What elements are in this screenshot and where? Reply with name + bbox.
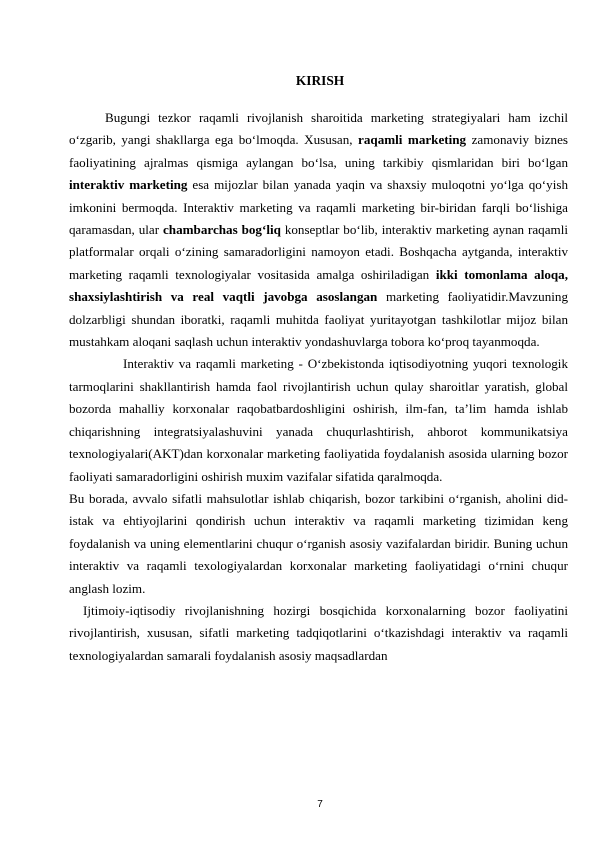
text-run: Bugungi tezkor raqamli rivojlanish sharoitida marketing strategiyalari ham izchil o‘zgarib, yangi shakllarga ega bo‘lmoqda. Xususan, — [69, 110, 568, 148]
text-run: marketing faoliyatidir.Mavzuning dolzarbligi shundan iboratki, raqamli muhitda faoliyat yuritayotgan tashkilotlar mijoz bilan mustahkam aloqani saqlash uchun interaktiv yondashuvlarga tobora ko‘proq tayanmoqda. — [69, 289, 568, 350]
bold-term: raqamli marketing — [358, 132, 467, 148]
bold-term: ikki tomonlama aloqa, shaxsiylashtirish va real vaqtli javobga asoslangan — [69, 266, 568, 305]
paragraph-tasks — [69, 488, 568, 600]
bold-term: interaktiv marketing — [69, 177, 188, 193]
text-run: zamonaviy biznes faoliyatining ajralmas qismiga aylangan bo‘lsa, uning tarkibiy qismlaridan biri bo‘lgan — [69, 132, 568, 170]
text-run: Ijtimoiy-iqtisodiy rivojlanishning hozirgi bosqichida korxonalarning bozor faoliyatini rivojlantirish, xususan, sifatli marketing tadqiqotlarini o‘tkazishdagi interaktiv va raqamli texnologiyalardan samarali foydalanish asosiy maqsadlardan — [69, 602, 568, 663]
paragraph-intro — [69, 107, 568, 353]
text-run: esa mijozlar bilan yanada yaqin va shaxsiy muloqotni yo‘lga qo‘yish imkonini bermoqda. Interaktiv marketing va raqamli marketing bir-biridan farqli bo‘lishiga qaramasdan, ular — [69, 177, 568, 238]
text-run: Bu borada, avvalo sifatli mahsulotlar ishlab chiqarish, bozor tarkibini o‘rganish, aholini did-istak va ehtiyojlarini qondirish uchun interaktiv va raqamli marketing tizimidan keng foydalanish va uning elementlarini chuqur o‘rganish asosiy vazifalardan biridir. Buning uchun interaktiv va raqamli texologiyalardan korxonalar marketing faoliyatidagi o‘rnini chuqur anglash lozim. — [69, 490, 568, 596]
paragraph-relevance — [69, 353, 568, 487]
text-run: konseptlar bo‘lib, interaktiv marketing aynan raqamli platformalar orqali o‘zining samaradorligini namoyon etadi. Boshqacha aytganda, interaktiv marketing raqamli texnologiyalar vositasida amalga oshiriladigan — [69, 222, 568, 282]
paragraph-stage — [69, 600, 568, 667]
page-number: 7 — [317, 799, 323, 810]
bold-term: chambarchas bog‘liq — [163, 222, 281, 238]
section-title: KIRISH — [295, 73, 345, 88]
body-text — [69, 107, 568, 667]
text-run: Interaktiv va raqamli marketing - O‘zbekistonda iqtisodiyotning yuqori texnologik tarmoqlarini shakllantirish hamda faol rivojlantirish uchun qulay sharoitlar yaratish, global bozorda mahalliy korxonalar raqobatbardoshligini oshirish, ilm-fan, ta’lim hamda ishlab chiqarishning integratsiyalashuvini yanada chuqurlashtirish, ahborot kommunikatsiya texnologiyalari(AKT)dan korxonalar marketing faoliyatida foydalanish asosida ularning bozor faoliyati samaradorligini oshirish muxim vazifalar sifatida qaralmoqda. — [69, 356, 568, 484]
